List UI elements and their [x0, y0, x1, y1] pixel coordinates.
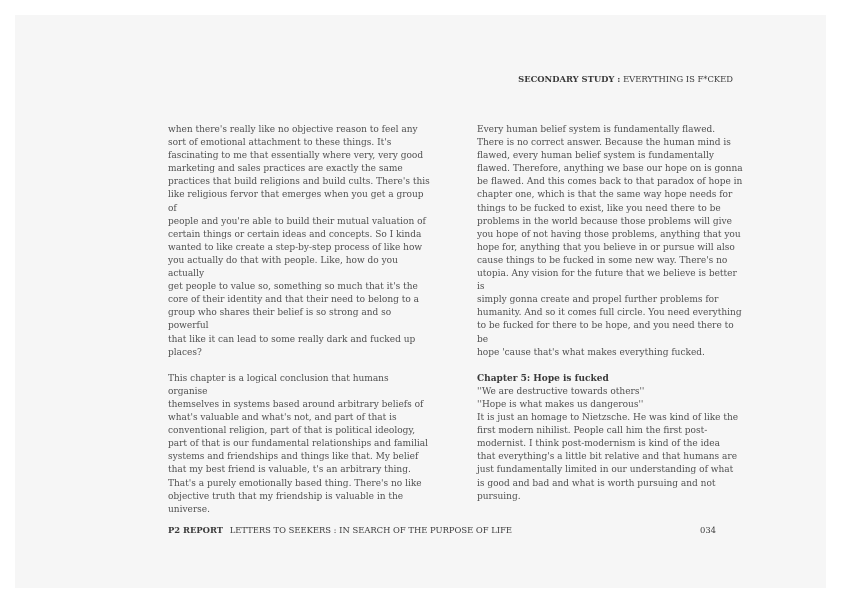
- footer: [168, 525, 512, 535]
- body-paragraph: This chapter is a logical conclusion that humans organise themselves in systems based around arbitrary beliefs of what's valuable and what's not, and part of that is conventional religion, part of that is political ideology, part of that is our fundamental relationships and familial systems and friendships and things like that. My belief that my best friend is valuable, t's an arbitrary thing. That's a purely emotionally based thing. There's no like objective truth that my friendship is valuable in the universe.: [168, 373, 428, 515]
- footer-report-label: P2 REPORT: [168, 525, 224, 535]
- body-paragraph: when there's really like no objective reason to feel any sort of emotional attachment to these things. It's fascinating to me that essentially where very, very good marketing and sales practices are exactly the same practices that build religions and build cults. There's this like religious fervor that emerges when you get a group of people and you're able to build their mutual valuation of certain things or certain ideas and concepts. So I kinda wanted to like create a step-by-step process of like how you actually do that with people. Like, how do you actually get people to value so, something so much that it's the core of their identity and that their need to belong to a group who shares their belief is so strong and so powerful that like it can lead to some really dark and fucked up places?: [168, 125, 430, 358]
- footer-report-title: LETTERS TO SEEKERS : IN SEARCH OF THE PURPOSE OF LIFE: [229, 525, 513, 535]
- running-header: [518, 74, 733, 84]
- page-number: 034: [700, 525, 716, 535]
- left-column: [168, 124, 430, 517]
- chapter-section: [477, 373, 743, 504]
- body-paragraph: Every human belief system is fundamentally flawed. There is no correct answer. Because the human mind is flawed, every human belief system is fundamentally flawed. Therefore, anything we base our hope on is gonna be flawed. And this comes back to that paradox of hope in chapter one, which is that the same way hope needs for things to be fucked to exist, like you need there to be problems in the world because those problems will give you hope of not having those problems, anything that you hope for, anything that you believe in or pursue will also cause things to be fucked in some new way. There's no utopia. Any vision for the future that we believe is better is simply gonna create and propel further problems for humanity. And so it comes full circle. You need everything to be fucked for there to be hope, and you need there to be hope 'cause that's what makes everything fucked.: [477, 125, 743, 358]
- chapter-quote: ''Hope is what makes us dangerous'': [477, 399, 644, 410]
- chapter-quote: ''We are destructive towards others'': [477, 386, 645, 397]
- header-title: EVERYTHING IS F*CKED: [623, 74, 733, 84]
- body-paragraph: It is just an homage to Nietzsche. He was kind of like the first modern nihilist. People call him the first post- modernist. I think post-modernism is kind of the idea that everything's a little bit relative and that humans are just fundamentally limited in our understanding of what is good and bad and what is worth pursuing and not pursuing.: [477, 413, 739, 502]
- right-column: [477, 124, 743, 504]
- chapter-title: Chapter 5: Hope is fucked: [477, 373, 609, 384]
- header-section-label: SECONDARY STUDY :: [518, 74, 621, 84]
